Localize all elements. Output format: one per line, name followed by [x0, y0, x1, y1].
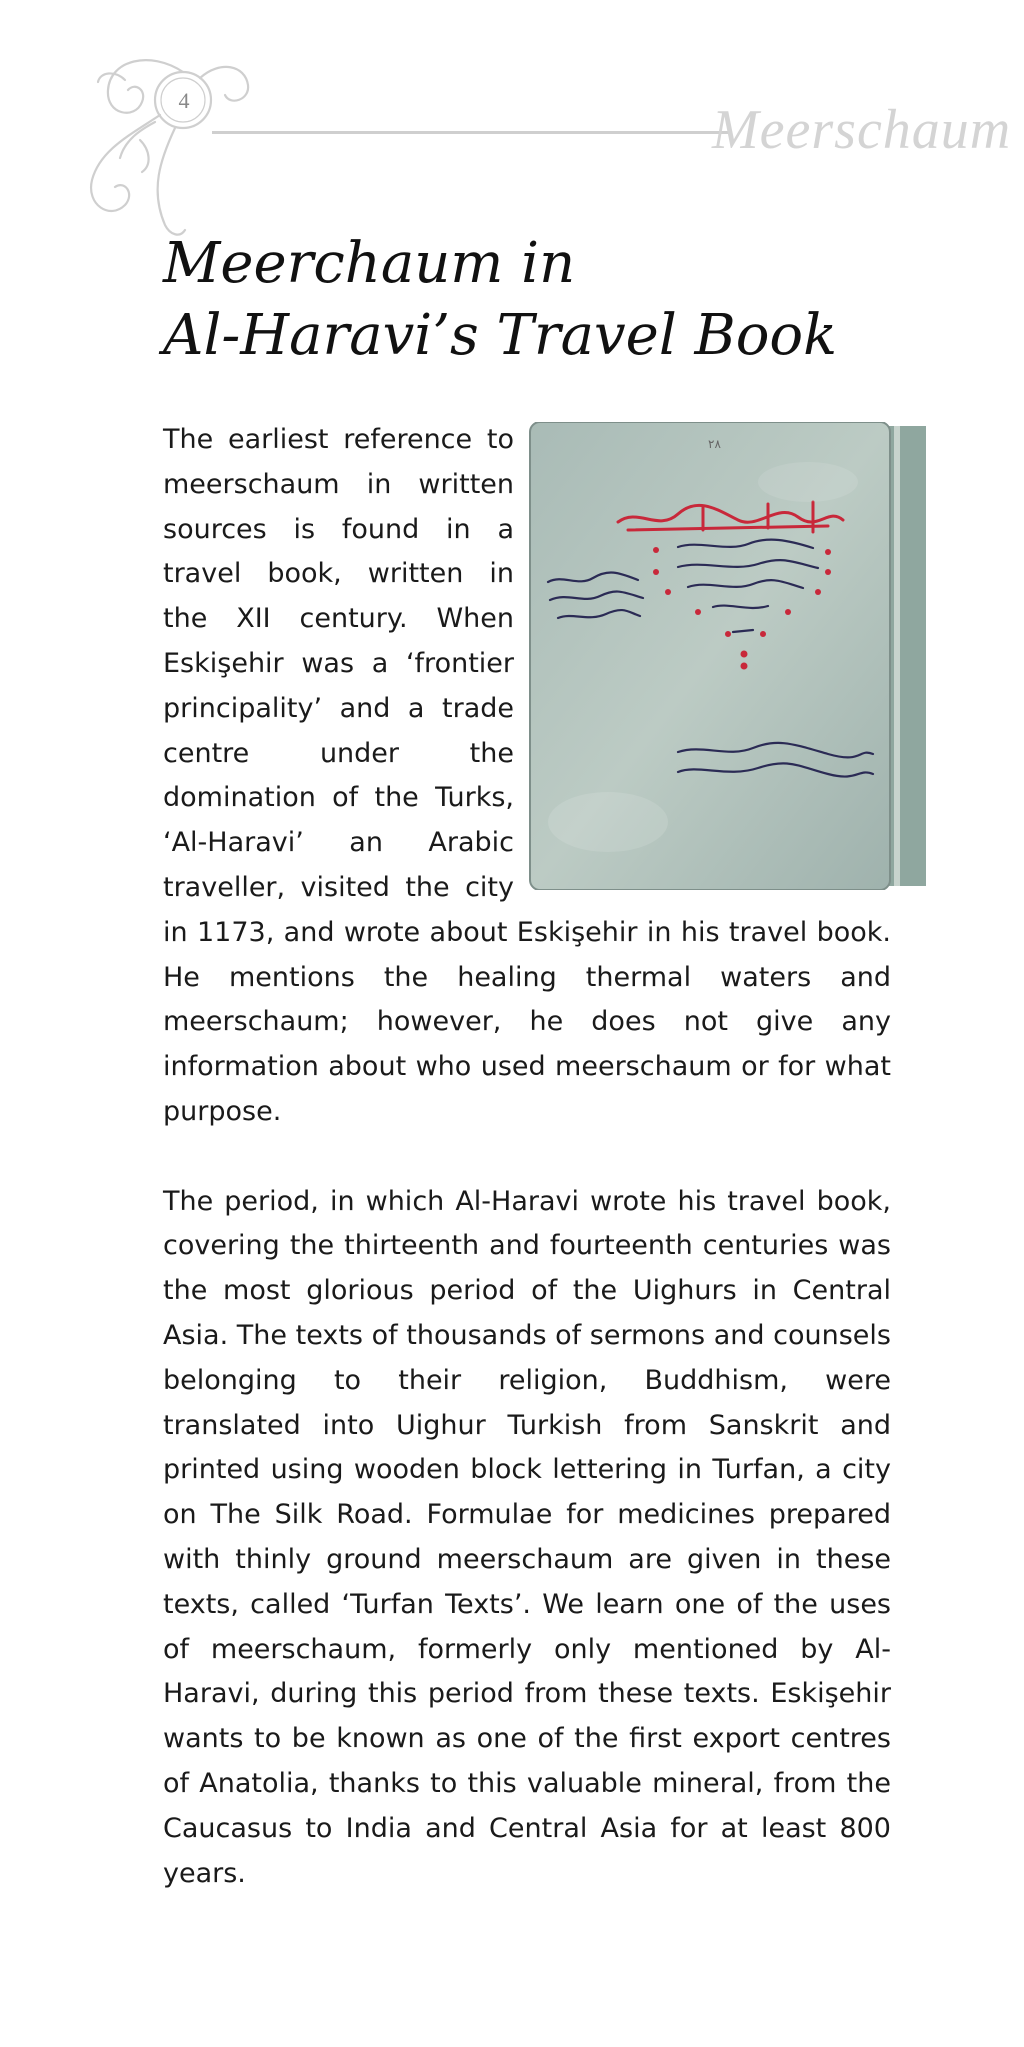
title-line-1: Meerchaum in: [163, 231, 576, 296]
svg-text:٢٨: ٢٨: [708, 437, 721, 451]
manuscript-photo: [528, 422, 926, 890]
article-body: [163, 418, 891, 1896]
header-rule: [212, 131, 732, 134]
swirl-ornament-icon: [80, 40, 260, 240]
article-title: [163, 228, 963, 372]
page-number: 4: [178, 88, 190, 113]
paragraph-1: The earliest reference to meerschaum in written sources is found in a travel book, written in the XII century. When Eskişehir was a ‘frontier principality’ and a trade centre under the domination of the Turks, ‘Al-Haravi’ an Arabic traveller, visited the city in 1173, and wrote about Eskişehir in his travel book. He mentions the healing thermal waters and meerschaum; however, he does not give any information about who used meerschaum or for what purpose.: [163, 424, 891, 1127]
paragraph-2: The period, in which Al-Haravi wrote his travel book, covering the thirteenth and fourteenth centuries was the most glorious period of the Uighurs in Central Asia. The texts of thousands of sermons and counsels belonging to their religion, Buddhism, were translated into Uighur Turkish from Sanskrit and printed using wooden block lettering in Turfan, a city on The Silk Road. Formulae for medicines prepared with thinly ground meerschaum are given in these texts, called ‘Turfan Texts’. We learn one of the uses of meerschaum, formerly only mentioned by Al-Haravi, during this period from these texts. Eskişehir wants to be known as one of the first export centres of Anatolia, thanks to this valuable mineral, from the Caucasus to India and Central Asia for at least 800 years.: [163, 1185, 891, 1889]
title-line-2: Al-Haravi’s Travel Book: [163, 303, 838, 368]
running-head: Meerschaum: [712, 99, 1012, 161]
